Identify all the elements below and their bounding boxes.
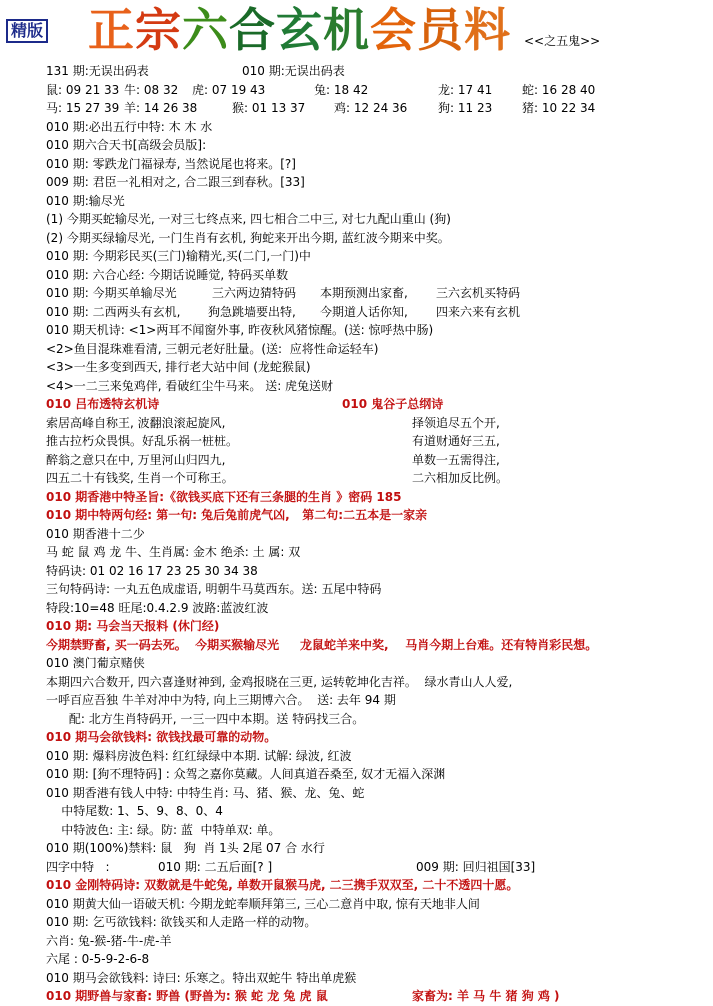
title-char: 宗 <box>135 3 182 57</box>
text-segment: 010 期马会欲钱料: 欲钱找最可靠的动物。 <box>46 730 277 744</box>
text-line <box>46 599 711 618</box>
title-char: 会 <box>370 3 417 57</box>
text-segment: 010 期黄大仙一语破天机: 今期龙蛇奉顺拜第三, 三心二意肖中取, 惊有天地非人间 <box>46 896 480 911</box>
text-segment: 010 期六合天书[高级会员版]: <box>46 138 207 152</box>
text-line <box>46 506 711 525</box>
text-segment: 010 期马会欲钱料: 诗曰: 乐寒之。特出双蛇牛 特出单虎猴 <box>46 970 357 985</box>
text-line <box>46 99 711 118</box>
content-body <box>46 62 711 1006</box>
text-line <box>46 710 711 729</box>
page-title <box>88 2 511 58</box>
text-segment: 三六两边猜特码 <box>212 286 297 300</box>
text-line <box>46 765 711 784</box>
text-line <box>46 340 711 359</box>
text-segment: 010 期: 今期买单输尽光 <box>46 286 177 300</box>
text-line <box>46 284 711 303</box>
text-segment: 家畜为: 羊 马 牛 猪 狗 鸡 ) <box>412 989 560 1003</box>
text-segment: 龙: 17 41 <box>438 82 493 97</box>
text-segment: 009 期: 回归祖国[33] <box>416 859 536 874</box>
text-line <box>46 821 711 840</box>
text-segment: 配: 北方生肖特码开, 一三一四中本期。送 特码找三合。 <box>46 711 365 726</box>
text-segment: 四来六来有玄机 <box>436 304 521 319</box>
text-line <box>46 173 711 192</box>
text-segment: 狗急跳墙要出特, <box>208 304 296 319</box>
text-line <box>46 913 711 932</box>
text-segment: 010 期: [狗不理特码] : 众驾之嘉你莫藏。人间真道吞桑至, 奴才无福入深渊 <box>46 767 446 781</box>
text-segment: 010 期:无误出码表 <box>242 64 345 78</box>
text-segment: 010 吕布透特玄机诗 <box>46 397 160 411</box>
text-line <box>46 876 711 895</box>
text-segment: 四五二十有钱奖, 生肖一个可称王。 <box>46 471 234 485</box>
text-segment: 010 期: 今期彩民买(三门)输精光,买(二门,一门)中 <box>46 249 311 263</box>
text-segment: 羊: 14 26 38 <box>124 101 198 115</box>
text-line <box>46 247 711 266</box>
text-segment: (1) 今期买蛇输尽光, 一对三七终点来, 四七相合二中三, 对七九配山重山 (狗) <box>46 212 451 226</box>
text-segment: 猪: 10 22 34 <box>522 101 596 115</box>
text-line <box>46 932 711 951</box>
text-line <box>46 784 711 803</box>
text-line <box>46 858 711 877</box>
text-line <box>46 192 711 211</box>
text-line <box>46 81 711 100</box>
text-segment: 推古拉朽众畏惧。好乱乐祸一桩桩。 <box>46 434 239 448</box>
text-segment: 010 期:输尽光 <box>46 193 125 208</box>
text-segment: 择领追尽五个开, <box>412 415 500 430</box>
text-segment: <2>鱼目混珠难看清, 三朝元老好肚量。(送: 应将性命运轻车) <box>46 341 379 356</box>
text-segment: 醉翁之意只在中, 万里河山归四九, <box>46 452 226 467</box>
text-line <box>46 395 711 414</box>
text-line <box>46 691 711 710</box>
text-line <box>46 728 711 747</box>
text-line <box>46 136 711 155</box>
text-line <box>46 654 711 673</box>
text-segment: 中特波色: 主: 绿。防: 蓝 中特单双: 单。 <box>46 822 281 837</box>
text-segment: 010 期香港中特圣旨:《欲钱买底下还有三条腿的生肖 》密码 185 <box>46 489 402 504</box>
text-segment: 010 期:必出五行中特: 木 木 水 <box>46 119 213 134</box>
text-line <box>46 802 711 821</box>
text-line <box>46 543 711 562</box>
title-char: 料 <box>464 3 511 57</box>
text-segment: 六尾 : 0-5-9-2-6-8 <box>46 952 150 966</box>
text-line <box>46 488 711 507</box>
text-line <box>46 839 711 858</box>
text-segment: 四字中特 : <box>46 859 110 874</box>
text-segment: 009 期: 君臣一礼相对之, 合二跟三到春秋。[33] <box>46 175 305 189</box>
text-segment: 中特尾数: 1、5、9、8、0、4 <box>46 804 223 818</box>
text-segment: <4>一二三来兔鸡伴, 看破红尘牛马来。 送: 虎兔送财 <box>46 378 334 393</box>
text-line <box>46 636 711 655</box>
text-segment: 本期预测出家畜, <box>320 286 408 300</box>
text-line <box>46 229 711 248</box>
text-line <box>46 266 711 285</box>
text-segment: 虎: 07 19 43 <box>192 82 266 97</box>
page-header <box>0 0 713 62</box>
text-line <box>46 358 711 377</box>
text-line <box>46 210 711 229</box>
text-segment: 鼠: 09 21 33 <box>46 82 120 97</box>
text-segment: 牛: 08 32 <box>124 82 179 97</box>
text-line <box>46 303 711 322</box>
text-line <box>46 895 711 914</box>
text-line <box>46 562 711 581</box>
text-line <box>46 377 711 396</box>
text-segment: 010 澳门葡京赌侠 <box>46 656 145 670</box>
text-segment: 六肖: 兔-猴-猪-牛-虎-羊 <box>46 933 172 948</box>
text-segment: 狗: 11 23 <box>438 101 493 115</box>
text-segment: 马: 15 27 39 <box>46 101 120 115</box>
text-segment: (2) 今期买绿输尽光, 一门生肖有玄机, 狗蛇来开出今期, 蓝红波今期来中奖。 <box>46 230 450 245</box>
text-segment: 010 期香港十二少 <box>46 526 145 541</box>
text-line <box>46 321 711 340</box>
text-line <box>46 525 711 544</box>
title-char: 合 <box>229 3 276 57</box>
text-line <box>46 155 711 174</box>
title-char: 员 <box>417 3 464 57</box>
title-char: 正 <box>88 3 135 57</box>
title-char: 机 <box>323 3 370 57</box>
text-segment: 蛇: 16 28 40 <box>522 82 596 97</box>
text-line <box>46 432 711 451</box>
text-segment: 010 期: 二五后面[? ] <box>158 859 273 874</box>
text-line <box>46 451 711 470</box>
text-segment: 猴: 01 13 37 <box>232 101 306 115</box>
text-segment: 131 期:无误出码表 <box>46 64 149 78</box>
text-segment: 010 期: 二西两头有玄机, <box>46 304 181 319</box>
text-segment: 特段:10=48 旺尾:0.4.2.9 波路:蓝波红波 <box>46 600 269 615</box>
text-segment: <3>一生多变到西天, 排行老大站中间 (龙蛇猴鼠) <box>46 360 311 374</box>
text-segment: 010 期中特两句经: 第一句: 兔后兔前虎气凶, 第二句:二五本是一家亲 <box>46 508 428 522</box>
text-segment: 二六相加反比例。 <box>412 471 509 485</box>
text-segment: 010 期香港有钱人中特: 中特生肖: 马、猪、猴、龙、兔、蛇 <box>46 785 365 800</box>
text-line <box>46 617 711 636</box>
title-char: 六 <box>182 3 229 57</box>
edition-badge: 精版 <box>6 19 48 43</box>
text-segment: 单数一五需得注, <box>412 452 500 467</box>
text-line <box>46 414 711 433</box>
text-segment: 兔: 18 42 <box>314 82 369 97</box>
text-segment: 三句特码诗: 一丸五色成虚语, 明朝牛马莫西东。送: 五尾中特码 <box>46 582 382 596</box>
text-line <box>46 950 711 969</box>
text-segment: 010 期野兽与家畜: 野兽 (野兽为: 猴 蛇 龙 兔 虎 鼠 <box>46 989 328 1003</box>
text-segment: 010 期(100%)禁料: 鼠 狗 肖 1头 2尾 07 合 水行 <box>46 841 325 855</box>
text-segment: 010 期: 马会当天报料 (休门经) <box>46 619 220 633</box>
text-line <box>46 118 711 137</box>
text-segment: 010 期: 零跌龙门福禄寿, 当然说尾也将来。[?] <box>46 156 296 171</box>
text-segment: 一呼百应吾独 牛羊对冲中为特, 向上三期博六合。 送: 去年 94 期 <box>46 693 396 707</box>
text-segment: 010 期: 六合心经: 今期话说睡觉, 特码买单数 <box>46 267 289 282</box>
text-segment: 三六玄机买特码 <box>436 286 521 300</box>
text-segment: 有道财通好三五, <box>412 434 500 448</box>
text-line <box>46 969 711 988</box>
text-segment: 010 期: 乞丐欲钱料: 欲钱买和人走路一样的动物。 <box>46 915 317 929</box>
text-segment: 010 金刚特码诗: 双数就是牛蛇兔, 单数开鼠猴马虎, 二三携手双双至, 二十不透四十愿。 <box>46 878 519 892</box>
text-segment: 今期禁野畜, 买一码去死。 今期买猴输尽光 龙鼠蛇羊来中奖, 马肖今期上台难。还有特肖彩民想。 <box>46 637 598 652</box>
text-segment: 马 蛇 鼠 鸡 龙 牛、生肖属: 金木 绝杀: 土 属: 双 <box>46 545 301 559</box>
text-segment: 鸡: 12 24 36 <box>334 101 408 115</box>
text-segment: 特码诀: 01 02 16 17 23 25 30 34 38 <box>46 563 258 578</box>
text-segment: 索居高峰自称王, 波翻浪滚起旋风, <box>46 415 226 430</box>
text-line <box>46 469 711 488</box>
author-signature: <<之五鬼>> <box>524 34 601 48</box>
text-segment: 010 鬼谷子总纲诗 <box>342 397 444 411</box>
text-segment: 本期四六合数开, 四六喜逢财神到, 金鸡报晓在三更, 运转乾坤化吉祥。 绿水青山人人爱, <box>46 674 513 689</box>
text-line <box>46 673 711 692</box>
title-char: 玄 <box>276 3 323 57</box>
text-segment: 010 期天机诗: <1>两耳不闻窗外事, 昨夜秋风猪惊醒。(送: 惊呼热中肠) <box>46 323 434 337</box>
text-segment: 今期道人话你知, <box>320 304 408 319</box>
text-line <box>46 62 711 81</box>
text-line <box>46 747 711 766</box>
text-segment: 010 期: 爆料房波色料: 红红绿绿中本期. 试解: 绿波, 红波 <box>46 748 352 763</box>
text-line <box>46 580 711 599</box>
